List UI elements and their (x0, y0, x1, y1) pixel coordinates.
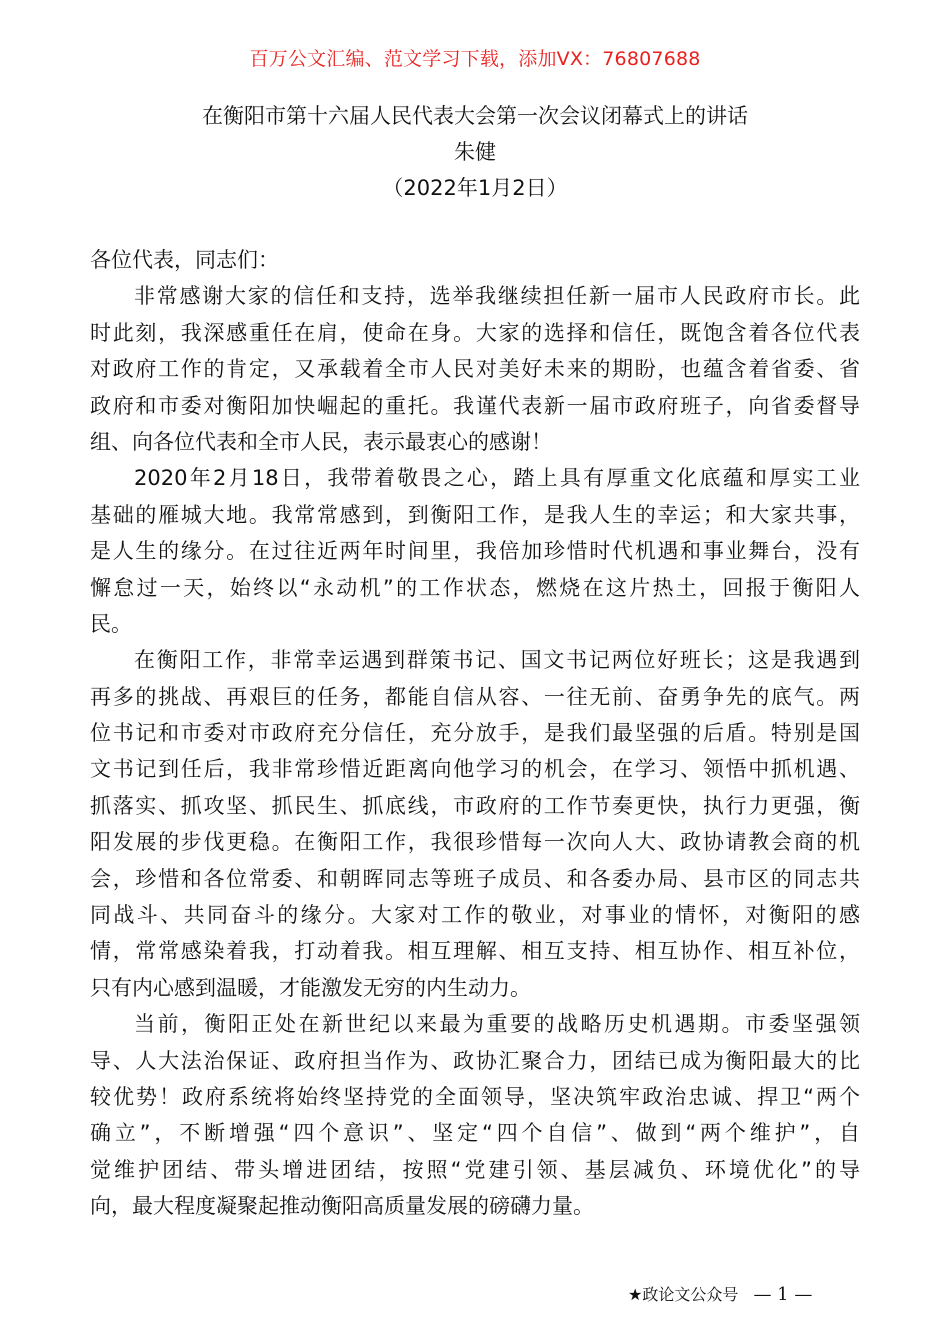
document-title: 在衡阳市第十六届人民代表大会第一次会议闭幕式上的讲话 (202, 104, 748, 128)
paragraph-4 (90, 1006, 860, 1224)
speech-date: （2022年1月2日） (382, 176, 568, 200)
text-line: 抓落实、抓攻坚、抓民生、抓底线，市政府的工作节奏更快，执行力更强，衡 (90, 793, 860, 818)
text-line: 民。 (90, 611, 132, 636)
text-line: 时此刻，我深感重任在肩，使命在身。大家的选择和信任，既饱含着各位代表 (90, 320, 860, 345)
text-line: 懈怠过一天，始终以“永动机”的工作状态，燃烧在这片热土，回报于衡阳人 (90, 575, 860, 600)
text-line: 向，最大程度凝聚起推动衡阳高质量发展的磅礴力量。 (90, 1194, 594, 1219)
text-line: 是人生的缘分。在过往近两年时间里，我倍加珍惜时代机遇和事业舞台，没有 (90, 539, 860, 564)
page-footer (628, 1282, 812, 1305)
text-line: 非常感谢大家的信任和支持，选举我继续担任新一届市人民政府市长。此 (134, 284, 860, 309)
text-line: 导、人大法治保证、政府担当作为、政协汇聚合力，团结已成为衡阳最大的比 (90, 1048, 860, 1073)
footer-source: ★政论文公众号 (628, 1285, 739, 1304)
text-line: 同战斗、共同奋斗的缘分。大家对工作的敬业，对事业的情怀，对衡阳的感 (90, 903, 860, 928)
text-line: 组、向各位代表和全市人民，表示最衷心的感谢！ (90, 429, 552, 454)
author-name: 朱健 (454, 140, 496, 164)
text-line: 文书记到任后，我非常珍惜近距离向他学习的机会，在学习、领悟中抓机遇、 (90, 757, 860, 782)
document-body (90, 242, 860, 1225)
paragraph-3 (90, 642, 860, 1006)
text-line: 当前，衡阳正处在新世纪以来最为重要的战略历史机遇期。市委坚强领 (134, 1012, 860, 1037)
text-line: 对政府工作的肯定，又承载着全市人民对美好未来的期盼，也蕴含着省委、省 (90, 357, 860, 382)
text-line: 只有内心感到温暖，才能激发无穷的内生动力。 (90, 975, 531, 1000)
text-line: 位书记和市委对市政府充分信任，充分放手，是我们最坚强的后盾。特别是国 (90, 721, 860, 746)
text-line: 确立”，不断增强“四个意识”、坚定“四个自信”、做到“两个维护”，自 (90, 1121, 860, 1146)
text-line: 会，珍惜和各位常委、和朝晖同志等班子成员、和各委办局、县市区的同志共 (90, 866, 860, 891)
text-line: 阳发展的步伐更稳。在衡阳工作，我很珍惜每一次向人大、政协请教会商的机 (90, 830, 860, 855)
text-line: 觉维护团结、带头增进团结，按照“党建引领、基层减负、环境优化”的导 (90, 1157, 860, 1182)
text-line: 2020年2月18日，我带着敬畏之心，踏上具有厚重文化底蕴和厚实工业 (134, 466, 860, 491)
text-line: 较优势！政府系统将始终坚持党的全面领导，坚决筑牢政治忠诚、捍卫“两个 (90, 1084, 860, 1109)
text-line: 在衡阳工作，非常幸运遇到群策书记、国文书记两位好班长；这是我遇到 (134, 648, 860, 673)
text-line: 政府和市委对衡阳加快崛起的重托。我谨代表新一届市政府班子，向省委督导 (90, 393, 860, 418)
page-number: — 1 — (753, 1284, 813, 1305)
paragraph-2 (90, 460, 860, 642)
text-line: 基础的雁城大地。我常常感到，到衡阳工作，是我人生的幸运；和大家共事， (90, 502, 860, 527)
salutation: 各位代表，同志们： (90, 248, 279, 272)
watermark-banner: 百万公文汇编、范文学习下载，添加VX：76807688 (249, 48, 701, 70)
text-line: 情，常常感染着我，打动着我。相互理解、相互支持、相互协作、相互补位， (90, 939, 860, 964)
text-line: 再多的挑战、再艰巨的任务，都能自信从容、一往无前、奋勇争先的底气。两 (90, 684, 860, 709)
paragraph-1 (90, 278, 860, 460)
